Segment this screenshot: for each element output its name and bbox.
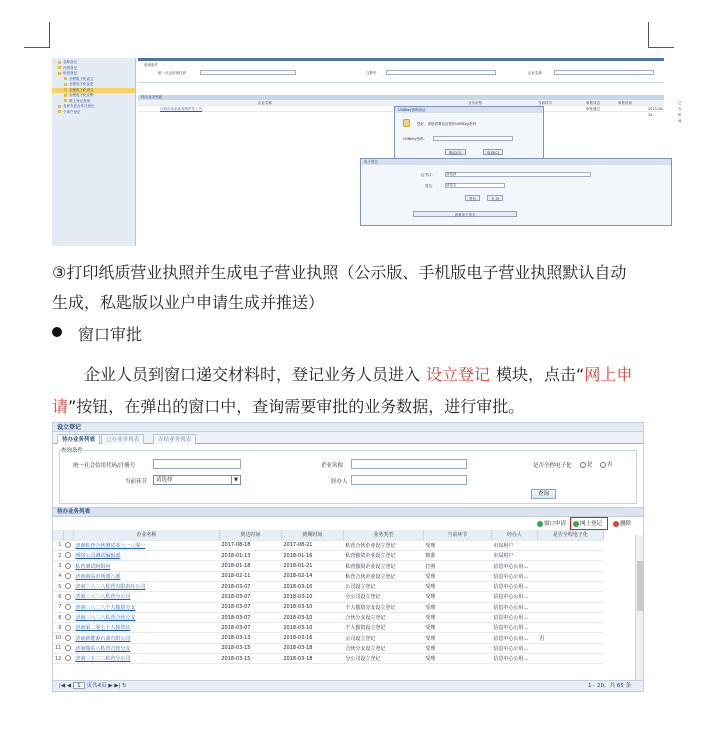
row-select[interactable] — [63, 592, 73, 602]
table-cell: 信息中心公用... — [491, 571, 537, 581]
sig-value: 请签名 — [446, 183, 457, 187]
tab-pending[interactable]: 待办业务列表 — [57, 434, 100, 444]
table-cell — [537, 571, 603, 581]
query-panel — [138, 61, 664, 83]
sidebar-item[interactable] — [52, 110, 135, 116]
row-status: 审批通过 — [586, 107, 600, 111]
table-cell: 私营合伙企业设立登记 — [343, 540, 423, 550]
table-cell: 受理 — [423, 592, 491, 602]
yes-label: 是 — [587, 462, 593, 468]
table-cell: 2018-03-15 — [219, 643, 281, 653]
row-radio[interactable] — [65, 655, 71, 661]
column-header[interactable]: 企业名称 — [73, 530, 219, 540]
col-name: 企业名称 — [258, 101, 272, 105]
company-name-link[interactable]: 济南新能源石油有限公司 — [73, 633, 219, 643]
window-apply-label: 窗口申请 — [544, 521, 567, 527]
table-cell: 2018-03-10 — [281, 602, 343, 612]
crop-mark-right — [648, 22, 674, 48]
heading: 窗口审批 — [78, 325, 143, 344]
key-icon — [403, 119, 410, 127]
grid-area — [53, 530, 643, 675]
para2-line1 — [84, 362, 632, 385]
folder-icon — [64, 83, 67, 86]
folder-icon — [58, 66, 61, 69]
usbkey-message: 您好，请您需要验证您的USBKey密码 — [417, 122, 477, 126]
table-row[interactable] — [53, 633, 603, 643]
column-header[interactable] — [63, 530, 73, 540]
last-page-icon[interactable]: ▶| — [114, 683, 121, 689]
business-table — [53, 530, 604, 664]
query-title: 查询条件 — [144, 63, 158, 67]
sidebar-item-label: 全程电子化注销 — [69, 93, 94, 97]
col-time: 审批时间 — [618, 101, 632, 105]
table-cell: 2018-03-18 — [281, 654, 343, 664]
table-cell: 个人独资设立登记 — [343, 623, 423, 633]
column-header[interactable]: 是否全程电子化 — [537, 530, 603, 540]
refresh-icon[interactable]: ↻ — [122, 683, 127, 689]
table-cell: 2018-03-16 — [281, 633, 343, 643]
list-title: 待办业务列表 — [138, 95, 664, 100]
table-cell: 核准 — [423, 551, 491, 561]
screenshot-window-approval — [52, 422, 644, 692]
sig-input[interactable] — [445, 183, 505, 188]
row-select[interactable] — [63, 561, 73, 571]
label-code: 统一社会信用代码/注册号 — [73, 463, 136, 469]
query-title: 查询条件 — [61, 448, 84, 454]
cert-select[interactable] — [445, 172, 591, 177]
pager — [53, 680, 643, 691]
table-cell: 私营独资企业设立登记 — [343, 551, 423, 561]
table-cell: 受理 — [423, 633, 491, 643]
row-number: 1 — [53, 540, 63, 550]
table-cell: 2018-03-10 — [281, 612, 343, 622]
crop-mark-left — [24, 22, 50, 48]
table-cell: 信息中心公用... — [491, 633, 537, 643]
row-number: 8 — [53, 612, 63, 622]
row-select[interactable] — [63, 643, 73, 653]
table-cell — [537, 643, 603, 653]
usbkey-label: USBKey密码： — [403, 137, 428, 141]
company-name-link[interactable]: 济南三八二八私营有限责任公司 — [73, 581, 219, 591]
sidebar-item-label: 农民专业合作社登记 — [63, 104, 95, 108]
cert-label: 证书口： — [421, 173, 435, 177]
cancel-button[interactable]: 取消(C) — [483, 149, 503, 155]
para2-pre: 企业人员到窗口递交材料时，登记业务人员进入 — [84, 365, 421, 384]
company-name-link[interactable]: 济南三八二八私营分公司 — [73, 592, 219, 602]
col-type: 业务类型 — [468, 101, 482, 105]
step-value: 请选择 — [156, 477, 173, 483]
row-select[interactable] — [63, 581, 73, 591]
folder-icon — [58, 61, 61, 64]
company-name-link[interactable]: 济南三五二三私营分公司 — [73, 654, 219, 664]
label-code: 统一社会信用代码 — [158, 71, 186, 75]
company-name-link[interactable]: 济南私营合伙测试零八一八零一 — [73, 540, 219, 550]
sign-button[interactable]: 签名 — [465, 195, 480, 201]
table-cell: 2018-03-07 — [219, 581, 281, 591]
company-name-link[interactable]: 济南商品市场部八部 — [73, 571, 219, 581]
usbkey-dialog-title: USBKey密码验证 — [395, 107, 543, 113]
table-cell — [537, 581, 603, 591]
table-row[interactable] — [53, 643, 603, 653]
tab-bar — [53, 432, 643, 444]
page-info: 1 - 20，共 65 条 — [588, 683, 631, 689]
list-title: 待办业务列表 — [53, 508, 643, 517]
row-radio[interactable] — [65, 563, 71, 569]
folder-icon — [64, 77, 67, 80]
sig-label: 签名： — [425, 184, 436, 188]
table-cell: 受理 — [423, 581, 491, 591]
row-radio[interactable] — [65, 594, 71, 600]
para1-line1: ③打印纸质营业执照并生成电子营业执照（公示版、手机版电子营业执照默认自动 — [52, 263, 627, 282]
sign-dialog-title: 电子签名 — [361, 159, 671, 165]
row-number: 3 — [53, 561, 63, 571]
table-cell: 受理 — [423, 623, 491, 633]
close-button[interactable]: 关 闭 — [487, 195, 503, 201]
table-cell: 否 — [537, 633, 603, 643]
table-row[interactable] — [53, 551, 603, 561]
no-label: 否 — [607, 462, 613, 468]
table-cell: 市局用户 — [491, 551, 537, 561]
table-cell: 信息中心公用... — [491, 561, 537, 571]
cert-value: 请选择 — [446, 172, 457, 176]
row-select[interactable] — [63, 602, 73, 612]
sidebar-item-label: 名称登记 — [63, 60, 77, 64]
prev-page-icon[interactable]: ◀ — [66, 683, 72, 689]
table-row[interactable] — [53, 571, 603, 581]
view-sign-button[interactable]: 查看电子签名 — [413, 211, 517, 217]
bullet-icon — [52, 327, 62, 337]
sidebar-item-label: 个体户登记 — [63, 109, 81, 114]
sidebar-item-label: 私营登记 — [63, 71, 77, 75]
column-header[interactable]: 当前环节 — [423, 530, 491, 540]
col-act: 已办时间 — [678, 101, 682, 123]
table-cell: 2018-03-07 — [219, 602, 281, 612]
column-header[interactable]: 到达时间 — [219, 530, 281, 540]
folder-icon — [64, 94, 67, 97]
column-header[interactable]: 到期时间 — [281, 530, 343, 540]
table-cell: 分公司设立登记 — [343, 654, 423, 664]
highlight-button-a: 网上申 — [584, 365, 633, 384]
table-cell — [537, 612, 603, 622]
table-cell: 2018-02-14 — [281, 571, 343, 581]
column-header[interactable]: 经办人 — [491, 530, 537, 540]
table-cell — [537, 654, 603, 664]
sign-dialog — [360, 158, 672, 226]
table-row[interactable] — [53, 612, 603, 622]
label-reg: 注册号 — [366, 71, 377, 75]
tab-done[interactable]: 已办业务列表 — [101, 434, 144, 444]
label-ecomm: 是否全程电子化 — [533, 463, 572, 469]
table-cell: 信息中心公用... — [491, 602, 537, 612]
name-input[interactable] — [351, 459, 467, 469]
folder-icon — [64, 99, 67, 102]
table-cell — [537, 540, 603, 550]
row-radio[interactable] — [65, 542, 71, 548]
row-number: 5 — [53, 581, 63, 591]
page-input[interactable]: 1 — [73, 682, 85, 689]
add-icon — [537, 521, 543, 527]
scrollbar-thumb[interactable] — [637, 561, 643, 611]
search-button[interactable]: 查询 — [531, 489, 556, 499]
table-cell: 信息中心公用... — [491, 643, 537, 653]
table-cell — [537, 592, 603, 602]
agent-input[interactable] — [351, 475, 467, 485]
row-time: 2015-06-24 — [648, 107, 664, 117]
sidebar — [52, 58, 136, 246]
table-cell: 2018-03-07 — [219, 623, 281, 633]
table-row[interactable] — [53, 602, 603, 612]
row-select[interactable] — [63, 654, 73, 664]
row-select[interactable] — [63, 540, 73, 550]
row-select[interactable] — [63, 623, 73, 633]
table-cell: 2018-01-16 — [281, 551, 343, 561]
row-number: 12 — [53, 654, 63, 664]
first-page-icon[interactable]: |◀ — [59, 683, 66, 689]
company-name-link[interactable]: 济南第二零七个人独资店 — [73, 623, 219, 633]
table-row[interactable] — [53, 654, 603, 664]
label-name: 企业名称 — [321, 463, 344, 469]
table-cell: 信息中心公用... — [491, 592, 537, 602]
row-select[interactable] — [63, 612, 73, 622]
radio-no[interactable] — [597, 460, 613, 468]
step-select[interactable] — [153, 475, 241, 485]
module-title: 设立登记 — [53, 423, 643, 432]
table-cell: 信息中心公用... — [491, 623, 537, 633]
row-select[interactable] — [63, 551, 73, 561]
toolbar — [53, 517, 643, 530]
para2-line2 — [52, 394, 524, 417]
table-cell: 2018-03-18 — [281, 643, 343, 653]
table-cell: 受理 — [423, 571, 491, 581]
table-row[interactable] — [53, 540, 603, 550]
row-radio[interactable] — [65, 645, 71, 651]
row-radio[interactable] — [65, 552, 71, 558]
row-number: 11 — [53, 643, 63, 653]
table-cell: 分公司设立登记 — [343, 592, 423, 602]
para1-line2: 生成，私匙版以业户申请生成并推送） — [52, 293, 325, 312]
sidebar-item-label: 全程电子化设立 — [69, 87, 94, 92]
folder-icon — [58, 110, 61, 113]
table-cell: 2018-03-07 — [219, 612, 281, 622]
table-cell: 2018-02-11 — [219, 571, 281, 581]
page-total: 页共4页 — [86, 683, 107, 689]
label-name: 企业名称 — [528, 71, 542, 75]
table-cell: 公司设立登记 — [343, 633, 423, 643]
row-select[interactable] — [63, 571, 73, 581]
delete-button[interactable] — [613, 519, 631, 529]
usbkey-dialog — [394, 106, 544, 164]
table-cell: 2018-01-21 — [281, 561, 343, 571]
table-cell: 2018-03-10 — [281, 623, 343, 633]
row-radio[interactable] — [65, 625, 71, 631]
window-apply-button[interactable] — [537, 519, 566, 529]
row-number: 4 — [53, 571, 63, 581]
para2-post: ”按钮，在弹出的窗口中，查询需要审批的业务数据，进行审批。 — [68, 397, 525, 416]
company-name-link[interactable]: 私营测试阿姆河 — [73, 561, 219, 571]
sidebar-item-label: 全程电子化设立 — [69, 76, 94, 81]
table-cell: 个人独资分支设立登记 — [343, 602, 423, 612]
table-cell: 2017-08-21 — [281, 540, 343, 550]
table-cell: 2017-08-18 — [219, 540, 281, 550]
table-cell: 受理 — [423, 643, 491, 653]
table-cell — [537, 623, 603, 633]
table-cell: 信息中心公用... — [491, 612, 537, 622]
highlight-box — [570, 517, 608, 530]
row-radio[interactable] — [65, 635, 71, 641]
table-cell: 受理 — [423, 654, 491, 664]
table-row[interactable] — [53, 581, 603, 591]
table-cell: 2018-03-10 — [281, 592, 343, 602]
highlight-module: 设立登记 — [426, 365, 491, 384]
table-cell: 信息中心公用... — [491, 654, 537, 664]
column-header[interactable] — [53, 530, 63, 540]
table-cell: 2018-03-07 — [219, 592, 281, 602]
query-panel — [53, 444, 643, 508]
table-cell: 2018-03-15 — [219, 654, 281, 664]
tab-finished[interactable]: 办结业务列表 — [153, 434, 196, 444]
name-input[interactable] — [554, 70, 654, 75]
code-input[interactable] — [153, 459, 241, 469]
radio-yes[interactable] — [577, 460, 593, 468]
table-cell: 2018-03-13 — [219, 633, 281, 643]
sidebar-item-label: 全程电子化变更 — [69, 82, 94, 86]
table-row[interactable] — [53, 561, 603, 571]
table-cell: 信息中心公用... — [491, 581, 537, 591]
table-cell: 合伙分支设立登记 — [343, 612, 423, 622]
next-page-icon[interactable]: ▶ — [108, 683, 113, 689]
row-radio[interactable] — [65, 583, 71, 589]
table-row[interactable] — [53, 592, 603, 602]
row-number: 6 — [53, 592, 63, 602]
table-cell: 公司设立登记 — [343, 581, 423, 591]
sidebar-item-label: 内资登记 — [63, 65, 77, 70]
row-radio[interactable] — [65, 573, 71, 579]
table-cell: 私营合伙企业设立登记 — [343, 571, 423, 581]
highlight-button-b: 请 — [52, 397, 69, 416]
table-cell: 受理 — [423, 540, 491, 550]
vertical-scrollbar[interactable] — [635, 535, 643, 680]
table-cell: 打照 — [423, 561, 491, 571]
table-row[interactable] — [53, 623, 603, 633]
table-cell — [537, 602, 603, 612]
row-number: 2 — [53, 551, 63, 561]
table-cell: 合伙分支设立登记 — [343, 643, 423, 653]
sidebar-item-label: 网上登记查询 — [69, 98, 90, 103]
ok-button[interactable]: 确定(O) — [445, 149, 466, 155]
label-step: 当前环节 — [125, 479, 148, 485]
table-cell — [537, 561, 603, 571]
col-step: 当前环节 — [538, 101, 552, 105]
table-cell: 受理 — [423, 602, 491, 612]
delete-icon — [613, 521, 619, 527]
company-name-link[interactable]: 济南三八二八私营合伙分支 — [73, 612, 219, 622]
col-status: 审批状态 — [586, 101, 600, 105]
company-name-link[interactable]: 网络公司测试编辑部 — [73, 551, 219, 561]
row-select[interactable] — [63, 633, 73, 643]
row-radio[interactable] — [65, 614, 71, 620]
folder-icon — [64, 88, 67, 91]
usbkey-input[interactable] — [433, 136, 513, 141]
table-cell: 受理 — [423, 612, 491, 622]
table-cell: 2018-03-10 — [281, 581, 343, 591]
row-number: 10 — [53, 633, 63, 643]
table-cell: 2018-01-13 — [219, 551, 281, 561]
delete-label: 删除 — [620, 521, 632, 527]
company-name-link[interactable]: 济南瑞东八私营合伙分支 — [73, 643, 219, 653]
row-radio[interactable] — [65, 604, 71, 610]
chevron-down-icon: ▼ — [231, 476, 240, 484]
company-name-link[interactable]: 济南三八二八个人独资分支 — [73, 602, 219, 612]
table-cell: 市局用户 — [491, 540, 537, 550]
label-agent: 经办人 — [331, 479, 348, 485]
folder-icon — [58, 72, 61, 75]
table-cell: 2018-01-18 — [219, 561, 281, 571]
table-cell — [537, 551, 603, 561]
code-input[interactable] — [200, 70, 296, 75]
row-name[interactable]: 日照市某某某有限责任公司 — [160, 107, 202, 111]
row-number: 9 — [53, 623, 63, 633]
folder-icon — [58, 105, 61, 108]
online-register-label: 网上登记 — [580, 521, 603, 527]
screenshot-usbkey — [52, 58, 682, 246]
table-cell: 私营独资企业设立登记 — [343, 561, 423, 571]
row-number: 7 — [53, 602, 63, 612]
reg-input[interactable] — [386, 70, 496, 75]
column-header[interactable]: 业务类型 — [343, 530, 423, 540]
para2-mid: 模块，点击“ — [496, 365, 585, 384]
